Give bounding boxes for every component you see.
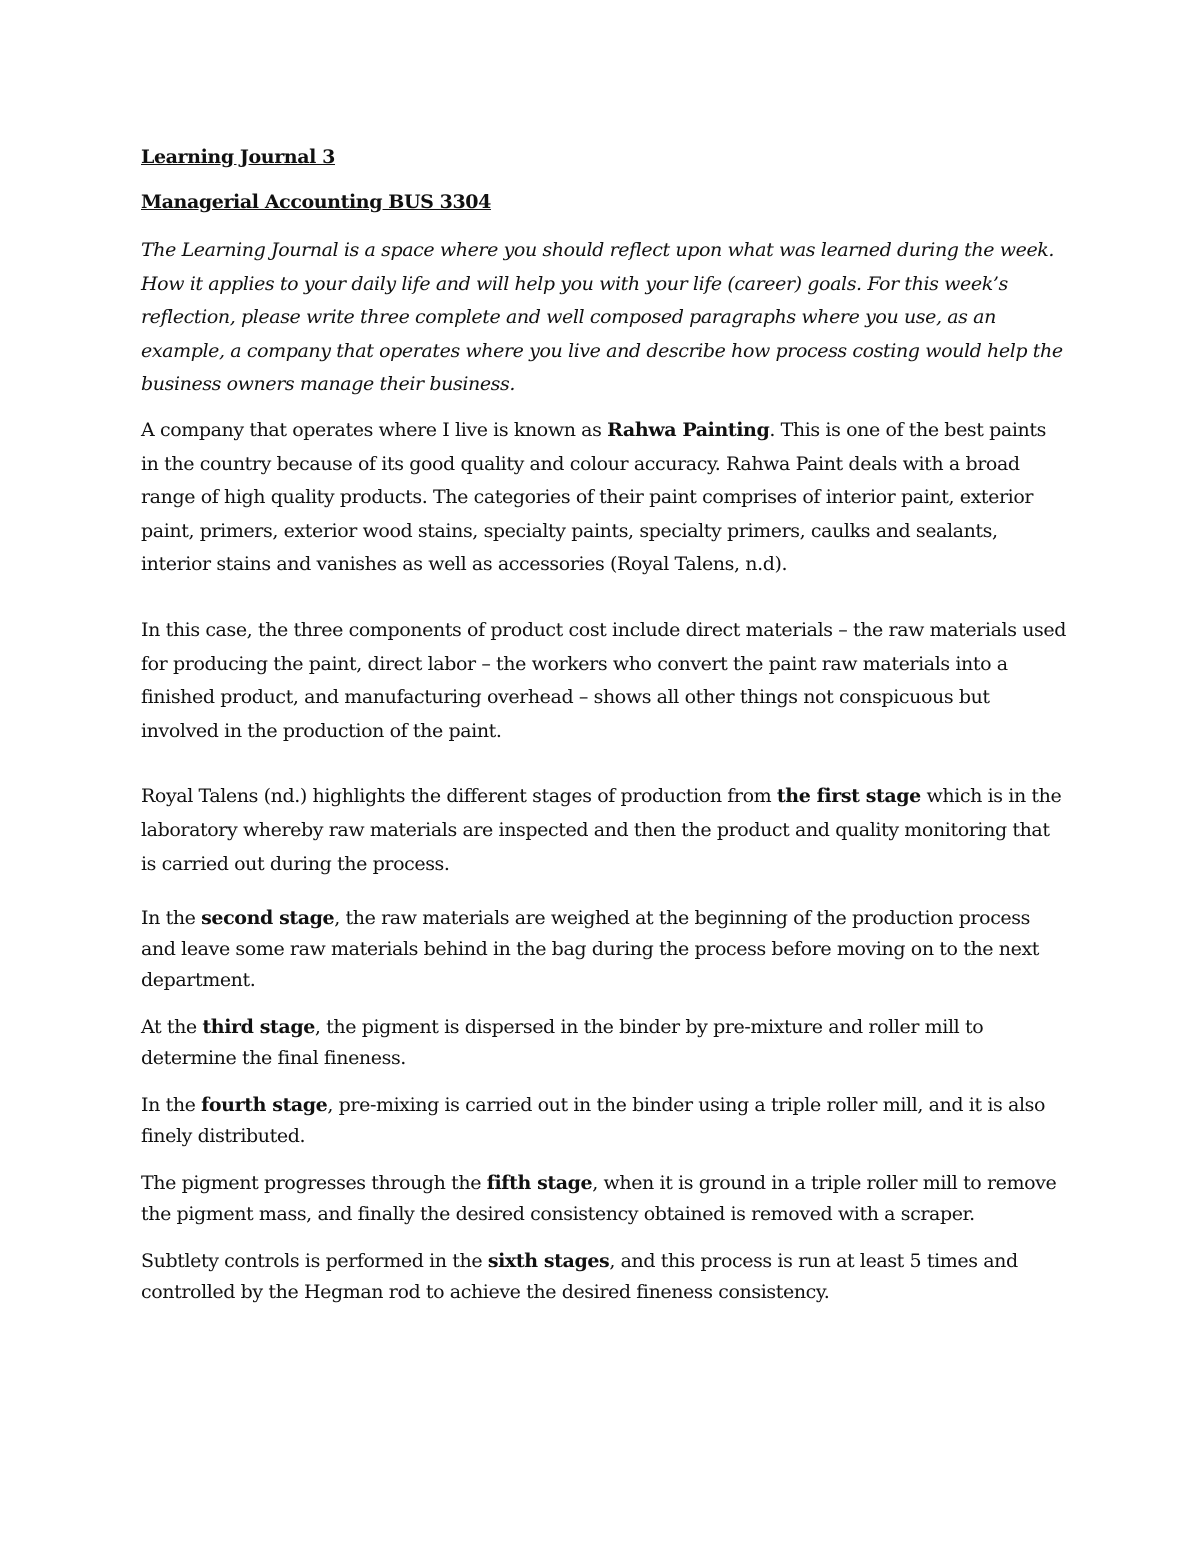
paragraph-first-stage xyxy=(141,780,1066,881)
stage-label: third stage xyxy=(202,1016,315,1039)
paragraph-text: Royal Talens (nd.) highlights the different stages of production from xyxy=(141,785,777,808)
paragraph-text: At the xyxy=(141,1016,203,1039)
paragraph-product-cost: In this case, the three components of product cost include direct materials – the raw materials used for producing the paint, direct labor – the workers who convert the paint raw materials into a finished product, and manufacturing overhead – shows all other things not conspicuous but involved in the production of the paint. xyxy=(141,618,1067,742)
paragraph-text: . This is one of the best paints in the country because of its good quality and colour accuracy. Rahwa Paint deals with a broad range of high quality products. The categories of their paint comprises of interior paint, exterior paint, primers, exterior wood stains, specialty paints, specialty primers, caulks and sealants, interior stains and vanishes as well as accessories (Royal Talens, n.d). xyxy=(141,418,1046,576)
paragraph-text: , the raw materials are weighed at the beginning of the production process and leave some raw materials behind in the bag during the process before moving on to the next department. xyxy=(141,907,1040,992)
paragraph-text: In the xyxy=(141,1094,202,1117)
paragraph-text: , pre-mixing is carried out in the binder using a triple roller mill, and it is also finely distributed. xyxy=(141,1094,1046,1148)
paragraph-second-stage xyxy=(141,903,1066,996)
paragraph-fifth-stage xyxy=(141,1168,1066,1230)
paragraph-text: which is in the laboratory whereby raw materials are inspected and then the product and quality monitoring that is carried out during the process. xyxy=(141,785,1062,875)
paragraph-company xyxy=(141,414,1066,582)
document-title: Learning Journal 3 xyxy=(141,146,335,168)
stage-label: fifth stage xyxy=(486,1172,593,1195)
course-title: Managerial Accounting BUS 3304 xyxy=(141,191,491,213)
paragraph-text: , and this process is run at least 5 times and controlled by the Hegman rod to achieve the desired fineness consistency. xyxy=(141,1250,1018,1304)
stage-label: fourth stage xyxy=(201,1094,328,1117)
stage-label: the first stage xyxy=(776,785,921,808)
paragraph-text: A company that operates where I live is known as xyxy=(141,418,608,441)
company-name: Rahwa Painting xyxy=(607,418,770,441)
paragraph-third-stage xyxy=(141,1012,1066,1074)
stage-label: sixth stages xyxy=(487,1250,610,1273)
paragraph-text: In the xyxy=(141,907,202,930)
document-body xyxy=(141,142,1066,1308)
paragraph-text: Subtlety controls is performed in the xyxy=(141,1250,488,1273)
paragraph-text: The pigment progresses through the xyxy=(141,1172,487,1195)
stage-label: second stage xyxy=(201,907,335,930)
journal-prompt: The Learning Journal is a space where you should reflect upon what was learned during the week. How it applies to your daily life and will help you with your life (career) goals. For this week’s reflection, please write three complete and well composed paragraphs where you use, as an example, a company that operates where you live and describe how process costing would help the business owners manage their business. xyxy=(141,239,1063,396)
paragraph-text: , the pigment is dispersed in the binder by pre-mixture and roller mill to determine the final fineness. xyxy=(141,1016,984,1070)
paragraph-fourth-stage xyxy=(141,1090,1066,1152)
paragraph-sixth-stage xyxy=(141,1246,1066,1308)
paragraph-text: , when it is ground in a triple roller mill to remove the pigment mass, and finally the desired consistency obtained is removed with a scraper. xyxy=(141,1172,1057,1226)
